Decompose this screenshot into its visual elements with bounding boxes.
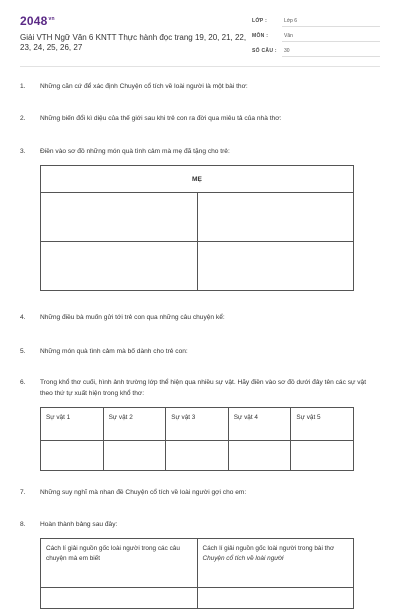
answer-cell[interactable] — [197, 242, 354, 291]
question-number: 7. — [20, 489, 26, 496]
answer-cell[interactable] — [41, 193, 198, 242]
meta-subject-label: MÔN : — [252, 33, 269, 39]
question-text: Trong khổ thơ cuối, hình ảnh trường lớp thể hiện qua nhiều sự vật. Hãy điền vào sơ đồ dưới đây tên các sự vật theo thứ tự xuất hiện trong khổ thơ: — [40, 379, 367, 397]
object-header-cell: Sự vật 1 — [41, 408, 104, 441]
meta-divider — [282, 56, 380, 57]
question-text: Những điều bà muốn gửi tới trẻ con qua những câu chuyện kể: — [40, 314, 225, 321]
question-number: 2. — [20, 115, 26, 122]
object-header-cell: Sự vật 4 — [228, 408, 291, 441]
page-title: Giải VTH Ngữ Văn 6 KNTT Thực hành đọc trang 19, 20, 21, 22, 23, 24, 25, 26, 27 — [20, 33, 247, 52]
question-text: Điền vào sơ đồ những món quà tình cảm mà mẹ đã tặng cho trẻ: — [40, 148, 230, 155]
objects-diagram — [40, 407, 354, 471]
question-text: Hoàn thành bảng sau đây: — [40, 521, 118, 528]
answer-cell[interactable] — [228, 441, 291, 471]
logo-suffix: vn — [48, 16, 55, 22]
comparison-header-right — [197, 539, 354, 588]
question-number: 4. — [20, 314, 26, 321]
origin-comparison-table — [40, 538, 354, 609]
question-number: 1. — [20, 83, 26, 90]
question-text: Những căn cứ để xác định Chuyện cổ tích về loài người là một bài thơ: — [40, 83, 248, 90]
question-text: Những suy nghĩ mà nhan đề Chuyện cổ tích về loài người gợi cho em: — [40, 489, 247, 496]
object-header-cell: Sự vật 5 — [291, 408, 354, 441]
header-text: Cách lí giải nguồn gốc loài người trong bài thơ — [202, 545, 335, 552]
comparison-header-left: Cách lí giải nguồn gốc loài người trong các câu chuyện mà em biết — [41, 539, 198, 588]
header-divider — [20, 66, 380, 67]
question-number: 6. — [20, 379, 26, 386]
meta-divider — [282, 41, 380, 42]
answer-cell[interactable] — [166, 441, 229, 471]
meta-count-value: 30 — [284, 48, 290, 54]
object-header-cell: Sự vật 2 — [103, 408, 166, 441]
answer-cell[interactable] — [41, 588, 198, 609]
question-text: Những biến đổi kì diệu của thế giới sau khi trẻ con ra đời qua miêu tả của nhà thơ: — [40, 115, 282, 122]
meta-class-label: LỚP : — [252, 18, 268, 24]
mother-header-cell: MẸ — [41, 166, 354, 193]
question-number: 8. — [20, 521, 26, 528]
answer-cell[interactable] — [41, 441, 104, 471]
answer-cell[interactable] — [197, 193, 354, 242]
answer-cell[interactable] — [103, 441, 166, 471]
answer-cell[interactable] — [41, 242, 198, 291]
answer-cell[interactable] — [197, 588, 354, 609]
meta-subject-value: Văn — [284, 33, 293, 39]
answer-cell[interactable] — [291, 441, 354, 471]
site-logo[interactable] — [20, 14, 55, 28]
meta-class-value: Lớp 6 — [284, 18, 298, 24]
question-number: 5. — [20, 348, 26, 355]
object-header-cell: Sự vật 3 — [166, 408, 229, 441]
mother-gifts-diagram — [40, 165, 354, 291]
meta-divider — [282, 26, 380, 27]
page-header — [0, 0, 400, 64]
question-text: Những món quà tình cảm mà bố dành cho trẻ con: — [40, 348, 188, 355]
poem-title: Chuyện cổ tích về loài người — [202, 555, 284, 562]
logo-text: 2048 — [20, 14, 48, 28]
question-number: 3. — [20, 148, 26, 155]
meta-count-label: SỐ CÂU : — [252, 48, 277, 54]
